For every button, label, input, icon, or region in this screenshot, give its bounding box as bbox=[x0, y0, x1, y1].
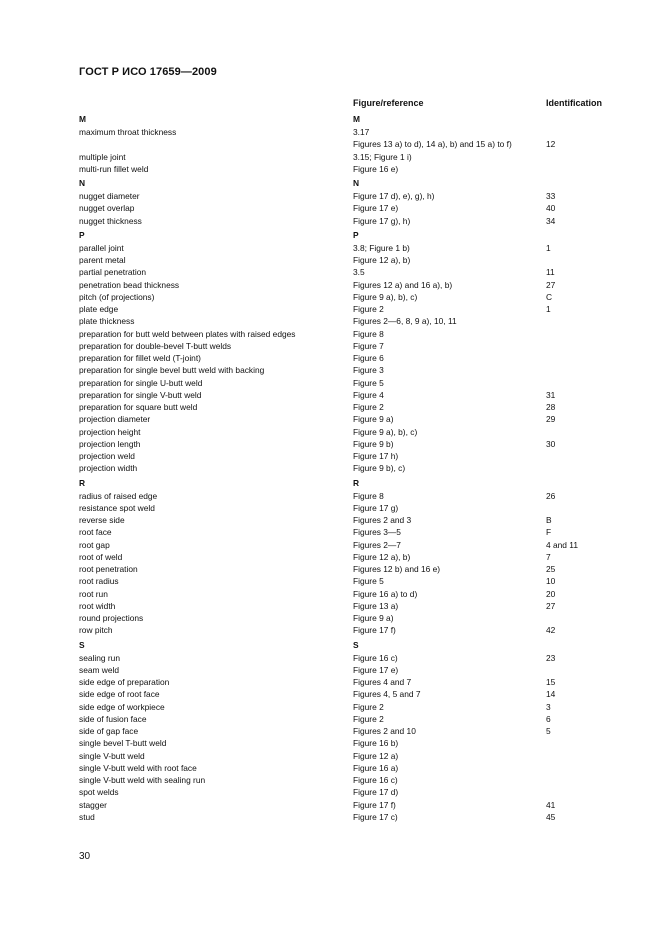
reference-cell: N bbox=[353, 178, 360, 188]
term-cell: side of fusion face bbox=[79, 713, 147, 724]
index-row bbox=[0, 774, 661, 786]
index-row bbox=[0, 202, 661, 214]
term-cell: side edge of root face bbox=[79, 689, 160, 700]
reference-cell: Figure 8 bbox=[353, 328, 384, 339]
term-cell: resistance spot weld bbox=[79, 502, 155, 513]
term-cell: root of weld bbox=[79, 551, 123, 562]
reference-cell: Figure 16 a) to d) bbox=[353, 588, 418, 599]
term-cell: reverse side bbox=[79, 515, 125, 525]
index-row bbox=[0, 266, 661, 278]
reference-cell: 3.5 bbox=[353, 267, 365, 278]
term-cell: nugget diameter bbox=[79, 191, 140, 201]
term-cell: projection length bbox=[79, 438, 141, 449]
identification-cell: 29 bbox=[546, 414, 556, 425]
reference-cell: Figure 2 bbox=[353, 304, 384, 314]
term-cell: maximum throat thickness bbox=[79, 127, 177, 137]
term-cell: preparation for single V-butt weld bbox=[79, 389, 202, 400]
term-cell: sealing run bbox=[79, 652, 120, 663]
reference-cell: Figure 8 bbox=[353, 490, 384, 501]
reference-cell: Figure 17 g) bbox=[353, 502, 399, 513]
index-row bbox=[0, 438, 661, 450]
index-row bbox=[0, 701, 661, 713]
term-cell: P bbox=[79, 229, 85, 240]
identification-cell: 12 bbox=[546, 139, 556, 150]
reference-cell: 3.17 bbox=[353, 127, 370, 137]
index-table bbox=[0, 111, 661, 823]
term-cell: projection weld bbox=[79, 451, 135, 461]
index-row bbox=[0, 291, 661, 303]
identification-cell: 4 and 11 bbox=[546, 539, 578, 550]
index-row bbox=[0, 126, 661, 138]
term-cell: pitch (of projections) bbox=[79, 291, 155, 302]
identification-cell: F bbox=[546, 527, 552, 538]
reference-cell: Figure 9 b), c) bbox=[353, 463, 406, 474]
index-row bbox=[0, 242, 661, 254]
identification-cell: 15 bbox=[546, 677, 556, 687]
reference-cell: Figure 16 b) bbox=[353, 738, 399, 749]
index-row bbox=[0, 551, 661, 563]
term-cell: N bbox=[79, 178, 86, 188]
reference-cell: Figure 9 a), b), c) bbox=[353, 291, 418, 302]
reference-cell: Figure 2 bbox=[353, 713, 384, 724]
reference-cell: Figures 4 and 7 bbox=[353, 677, 412, 687]
term-cell: M bbox=[79, 114, 86, 124]
index-row bbox=[0, 676, 661, 688]
term-cell: R bbox=[79, 477, 86, 488]
index-row bbox=[0, 279, 661, 291]
term-cell: root run bbox=[79, 588, 108, 599]
identification-cell: 34 bbox=[546, 215, 556, 226]
term-cell: single bevel T-butt weld bbox=[79, 738, 167, 749]
term-cell: round projections bbox=[79, 613, 144, 623]
reference-cell: Figure 17 e) bbox=[353, 664, 399, 675]
term-cell: root width bbox=[79, 600, 116, 611]
index-row bbox=[0, 254, 661, 266]
index-row bbox=[0, 725, 661, 737]
reference-cell: 3.8; Figure 1 b) bbox=[353, 242, 410, 253]
term-cell: stud bbox=[79, 811, 95, 822]
term-cell: plate edge bbox=[79, 304, 119, 314]
reference-cell: Figure 17 h) bbox=[353, 451, 399, 461]
identification-cell: 25 bbox=[546, 564, 556, 574]
identification-cell: 7 bbox=[546, 551, 551, 562]
reference-cell: Figure 17 d), e), g), h) bbox=[353, 191, 435, 201]
identification-cell: 30 bbox=[546, 438, 556, 449]
term-cell: preparation for square butt weld bbox=[79, 402, 198, 412]
reference-cell: Figure 3 bbox=[353, 365, 384, 376]
identification-cell: 20 bbox=[546, 588, 556, 599]
reference-cell: Figures 2—6, 8, 9 a), 10, 11 bbox=[353, 316, 457, 327]
index-row bbox=[0, 502, 661, 514]
index-row bbox=[0, 340, 661, 352]
identification-cell: 33 bbox=[546, 191, 556, 201]
identification-cell: 3 bbox=[546, 701, 551, 712]
term-cell: preparation for single U-butt weld bbox=[79, 377, 203, 388]
identification-cell: 6 bbox=[546, 713, 551, 724]
reference-cell: Figure 5 bbox=[353, 377, 384, 388]
index-row bbox=[0, 762, 661, 774]
term-cell: partial penetration bbox=[79, 267, 147, 278]
term-cell: parallel joint bbox=[79, 242, 124, 253]
term-cell: projection diameter bbox=[79, 414, 151, 425]
reference-cell: R bbox=[353, 477, 360, 488]
reference-cell: Figures 2—7 bbox=[353, 539, 401, 550]
reference-cell: Figure 13 a) bbox=[353, 600, 399, 611]
identification-cell: B bbox=[546, 515, 552, 525]
term-cell: nugget overlap bbox=[79, 203, 135, 214]
reference-cell: Figures 12 b) and 16 e) bbox=[353, 564, 441, 574]
index-row bbox=[0, 624, 661, 636]
index-row bbox=[0, 688, 661, 700]
term-cell: single V-butt weld bbox=[79, 750, 145, 761]
index-row bbox=[0, 664, 661, 676]
reference-cell: Figure 17 g), h) bbox=[353, 215, 411, 226]
term-cell: row pitch bbox=[79, 625, 113, 636]
index-row bbox=[0, 450, 661, 462]
index-row bbox=[0, 462, 661, 474]
term-cell: side of gap face bbox=[79, 726, 139, 736]
index-row bbox=[0, 539, 661, 551]
reference-cell: Figure 9 a) bbox=[353, 613, 394, 623]
term-cell: seam weld bbox=[79, 664, 120, 675]
term-cell: projection height bbox=[79, 426, 141, 437]
term-cell: radius of raised edge bbox=[79, 490, 158, 501]
term-cell: root radius bbox=[79, 576, 119, 587]
identification-cell: 11 bbox=[546, 267, 555, 278]
term-cell: root gap bbox=[79, 539, 110, 550]
index-row bbox=[0, 303, 661, 315]
identification-cell: 23 bbox=[546, 652, 556, 663]
index-row bbox=[0, 588, 661, 600]
letter-heading-row bbox=[0, 638, 661, 652]
identification-cell: 10 bbox=[546, 576, 556, 587]
index-row bbox=[0, 575, 661, 587]
reference-cell: Figures 4, 5 and 7 bbox=[353, 689, 421, 700]
reference-cell: Figure 12 a), b) bbox=[353, 551, 411, 562]
index-row bbox=[0, 163, 661, 175]
term-cell: preparation for fillet weld (T-joint) bbox=[79, 353, 201, 363]
reference-cell: Figure 12 a) bbox=[353, 750, 399, 761]
letter-heading-row bbox=[0, 228, 661, 242]
reference-cell: Figure 9 a) bbox=[353, 414, 394, 425]
letter-heading-row bbox=[0, 112, 661, 126]
reference-cell: Figure 16 e) bbox=[353, 163, 399, 174]
reference-cell: Figure 6 bbox=[353, 353, 384, 363]
index-row bbox=[0, 377, 661, 389]
column-header-reference: Figure/reference bbox=[353, 98, 424, 108]
index-row bbox=[0, 151, 661, 163]
reference-cell: Figure 16 c) bbox=[353, 652, 398, 663]
term-cell: side edge of workpiece bbox=[79, 701, 165, 712]
index-row bbox=[0, 190, 661, 202]
index-row bbox=[0, 364, 661, 376]
index-row bbox=[0, 799, 661, 811]
index-row bbox=[0, 413, 661, 425]
index-row bbox=[0, 652, 661, 664]
index-row bbox=[0, 786, 661, 798]
reference-cell: Figures 2 and 3 bbox=[353, 515, 412, 525]
identification-cell: 28 bbox=[546, 402, 556, 412]
reference-cell: Figure 17 d) bbox=[353, 787, 399, 798]
identification-cell: 1 bbox=[546, 242, 551, 253]
reference-cell: Figure 16 c) bbox=[353, 775, 398, 785]
term-cell: projection width bbox=[79, 463, 138, 474]
reference-cell: Figures 2 and 10 bbox=[353, 726, 416, 736]
index-row bbox=[0, 138, 661, 150]
identification-cell: 40 bbox=[546, 203, 556, 214]
reference-cell: Figure 2 bbox=[353, 402, 384, 412]
reference-cell: Figures 3—5 bbox=[353, 527, 401, 538]
term-cell: single V-butt weld with sealing run bbox=[79, 775, 206, 785]
index-row bbox=[0, 215, 661, 227]
reference-cell: Figures 12 a) and 16 a), b) bbox=[353, 279, 453, 290]
reference-cell: Figure 17 f) bbox=[353, 799, 396, 810]
identification-cell: 41 bbox=[546, 799, 556, 810]
term-cell: nugget thickness bbox=[79, 215, 142, 226]
term-cell: root penetration bbox=[79, 564, 138, 574]
letter-heading-row bbox=[0, 176, 661, 190]
term-cell: parent metal bbox=[79, 255, 126, 265]
identification-cell: C bbox=[546, 291, 553, 302]
index-row bbox=[0, 401, 661, 413]
term-cell: multiple joint bbox=[79, 151, 126, 162]
identification-cell: 14 bbox=[546, 689, 556, 700]
reference-cell: Figure 16 a) bbox=[353, 762, 399, 773]
identification-cell: 26 bbox=[546, 490, 556, 501]
term-cell: plate thickness bbox=[79, 316, 135, 327]
column-header-identification: Identification bbox=[546, 98, 602, 108]
index-row bbox=[0, 563, 661, 575]
identification-cell: 1 bbox=[546, 304, 551, 314]
index-row bbox=[0, 811, 661, 823]
index-row bbox=[0, 526, 661, 538]
index-row bbox=[0, 328, 661, 340]
document-header: ГОСТ Р ИСО 17659—2009 bbox=[79, 66, 217, 78]
term-cell: stagger bbox=[79, 799, 107, 810]
letter-heading-row bbox=[0, 476, 661, 490]
reference-cell: M bbox=[353, 114, 360, 124]
index-row bbox=[0, 315, 661, 327]
reference-cell: Figure 5 bbox=[353, 576, 384, 587]
reference-cell: P bbox=[353, 229, 359, 240]
index-row bbox=[0, 713, 661, 725]
reference-cell: Figure 17 c) bbox=[353, 811, 398, 822]
reference-cell: Figure 9 a), b), c) bbox=[353, 426, 418, 437]
reference-cell: S bbox=[353, 639, 359, 650]
reference-cell: Figure 17 e) bbox=[353, 203, 399, 214]
page-number: 30 bbox=[79, 851, 91, 862]
index-row bbox=[0, 426, 661, 438]
identification-cell: 27 bbox=[546, 279, 556, 290]
reference-cell: Figure 17 f) bbox=[353, 625, 396, 636]
term-cell: preparation for butt weld between plates with raised edges bbox=[79, 328, 296, 339]
term-cell: root face bbox=[79, 527, 112, 538]
identification-cell: 5 bbox=[546, 726, 551, 736]
index-row bbox=[0, 600, 661, 612]
index-row bbox=[0, 737, 661, 749]
term-cell: S bbox=[79, 639, 85, 650]
identification-cell: 31 bbox=[546, 389, 556, 400]
reference-cell: 3.15; Figure 1 i) bbox=[353, 151, 412, 162]
reference-cell: Figures 13 a) to d), 14 a), b) and 15 a) to f) bbox=[353, 139, 512, 150]
index-row bbox=[0, 490, 661, 502]
term-cell: multi-run fillet weld bbox=[79, 163, 149, 174]
term-cell: preparation for single bevel butt weld with backing bbox=[79, 365, 265, 376]
identification-cell: 42 bbox=[546, 625, 556, 636]
reference-cell: Figure 2 bbox=[353, 701, 384, 712]
term-cell: single V-butt weld with root face bbox=[79, 762, 197, 773]
term-cell: preparation for double-bevel T-butt welds bbox=[79, 340, 232, 351]
term-cell: spot welds bbox=[79, 787, 119, 798]
index-row bbox=[0, 750, 661, 762]
reference-cell: Figure 4 bbox=[353, 389, 384, 400]
identification-cell: 27 bbox=[546, 600, 556, 611]
index-row bbox=[0, 514, 661, 526]
index-row bbox=[0, 352, 661, 364]
reference-cell: Figure 9 b) bbox=[353, 438, 394, 449]
index-row bbox=[0, 612, 661, 624]
index-row bbox=[0, 389, 661, 401]
term-cell: side edge of preparation bbox=[79, 677, 170, 687]
reference-cell: Figure 12 a), b) bbox=[353, 255, 411, 265]
term-cell: penetration bead thickness bbox=[79, 279, 180, 290]
reference-cell: Figure 7 bbox=[353, 340, 384, 351]
identification-cell: 45 bbox=[546, 811, 556, 822]
